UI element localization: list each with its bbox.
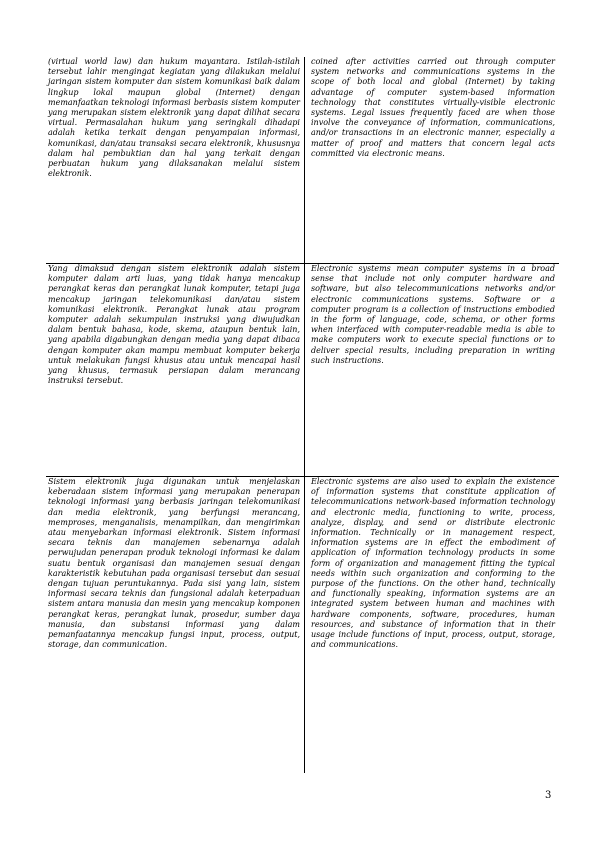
- indonesian-paragraph: (virtual world law) dan hukum mayantara. Istilah-istilah tersebut lahir mengingat kegiatan yang dilakukan melalui jaringan sistem komputer dan sistem komunikasi baik dalam lingkup lokal maupun global (Internet) dengan memanfaatkan teknologi informasi berbasis sistem komputer yang merupakan sistem elektronik yang dapat dilihat secara virtual. Permasalahan hukum yang seringkali dihadapi adalah ketika terkait dengan penyampaian informasi, komunikasi, dan/atau transaksi secara elektronik, khususnya dalam hal pembuktian dan hal yang terkait dengan perbuatan hukum yang dilaksanakan melalui sistem elektronik.: [46, 57, 305, 264]
- table-row: [46, 57, 559, 264]
- bilingual-text-table: [46, 57, 559, 773]
- page-number: 3: [545, 790, 552, 801]
- table-row: [46, 264, 559, 477]
- english-paragraph: Electronic systems mean computer systems in a broad sense that include not only computer hardware and software, but also telecommunications networks and/or electronic communications systems. Software or a computer program is a collection of instructions embodied in the form of language, code, schema, or other forms when interfaced with computer-readable media is able to make computers work to execute special functions or to deliver special results, including preparation in writing such instructions.: [305, 264, 560, 477]
- english-paragraph: coined after activities carried out through computer system networks and communications systems in the scope of both local and global (Internet) by taking advantage of computer system-based information technology that constitutes virtually-visible electronic systems. Legal issues frequently faced are when those involve the conveyance of information, communications, and/or transactions in an electronic manner, especially a matter of proof and matters that concern legal acts committed via electronic means.: [311, 57, 555, 158]
- indonesian-paragraph: Yang dimaksud dengan sistem elektronik adalah sistem komputer dalam arti luas, yang tidak hanya mencakup perangkat keras dan perangkat lunak komputer, tetapi juga mencakup jaringan telekomunikasi dan/atau sistem komunikasi elektronik. Perangkat lunak atau program komputer adalah sekumpulan instruksi yang diwujudkan dalam bentuk bahasa, kode, skema, ataupun bentuk lain, yang apabila digabungkan dengan media yang dapat dibaca dengan komputer akan mampu membuat komputer bekerja untuk melakukan fungsi khusus atau untuk mencapai hasil yang khusus, termasuk persiapan dalam merancang instruksi tersebut.: [46, 264, 305, 477]
- english-paragraph: Electronic systems are also used to explain the existence of information systems that constitute application of telecommunications network-based information technology and electronic media, functioning to write, process, analyze, display, and send or distribute electronic information. Technically or in management respect, information systems are in effect the embodiment of application of information technology products in some form of organization and management fitting the typical needs within such organization and conforming to the purpose of the functions. On the other hand, technically and functionally speaking, information systems are an integrated system between human and machines with hardware components, software, procedures, human resources, and substance of information that in their usage include functions of input, process, output, storage, and communications.: [305, 477, 560, 774]
- table-row: [46, 477, 559, 774]
- indonesian-paragraph: Sistem elektronik juga digunakan untuk menjelaskan keberadaan sistem informasi yang merupakan penerapan teknologi informasi yang berbasis jaringan telekomunikasi dan media elektronik, yang berfungsi merancang, memproses, menganalisis, menampilkan, dan mengirimkan atau menyebarkan informasi elektronik. Sistem informasi secara teknis dan manajemen sebenarnya adalah perwujudan penerapan produk teknologi informasi ke dalam suatu bentuk organisasi dan manajemen sesuai dengan karakteristik kebutuhan pada organisasi tersebut dan sesuai dengan tujuan peruntukannya. Pada sisi yang lain, sistem informasi secara teknis dan fungsional adalah keterpaduan sistem antara manusia dan mesin yang mencakup komponen perangkat keras, perangkat lunak, prosedur, sumber daya manusia, dan substansi informasi yang dalam pemanfaatannya mencakup fungsi input, process, output, storage, dan communication.: [46, 477, 305, 774]
